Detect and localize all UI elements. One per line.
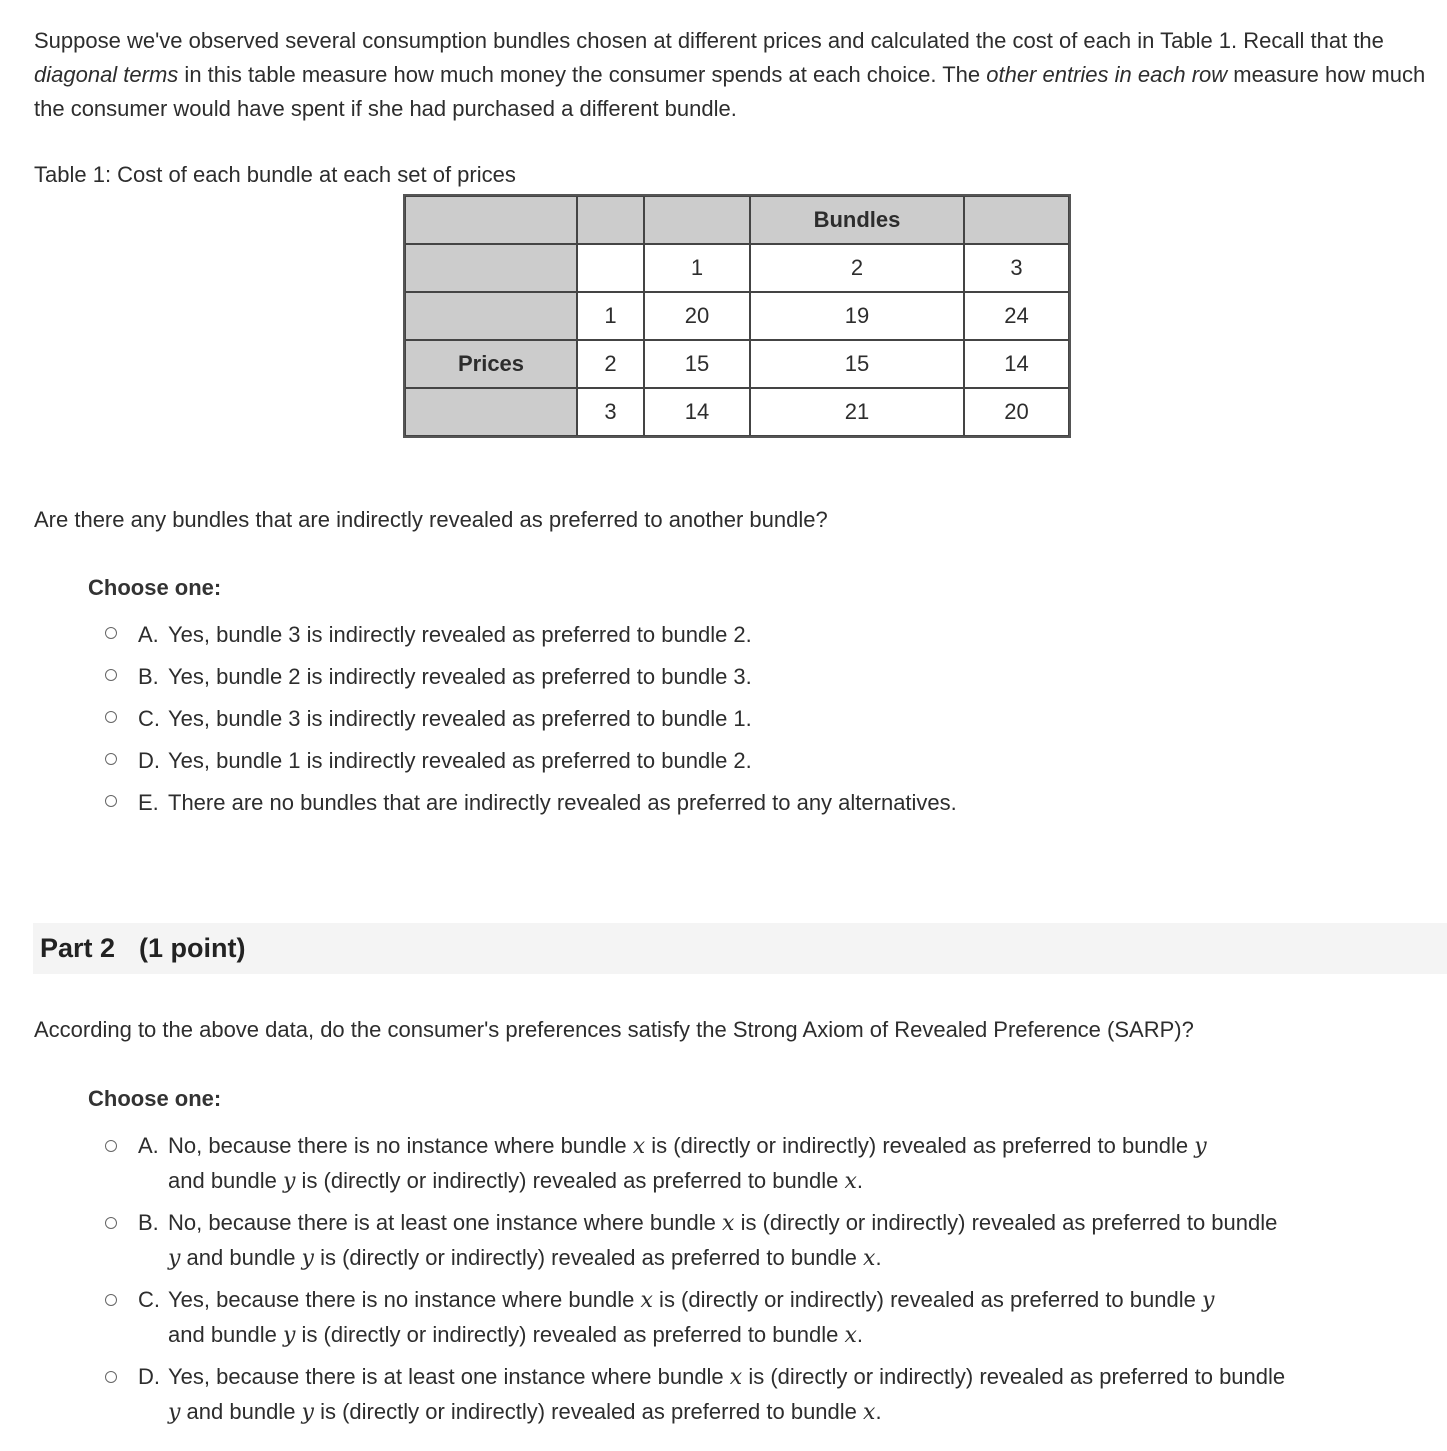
- table-row: [405, 244, 1069, 292]
- intro-emphasis-diagonal: diagonal terms: [34, 62, 179, 87]
- radio-button[interactable]: [105, 795, 117, 807]
- option-text: Yes, bundle 1 is indirectly revealed as preferred to bundle 2.: [168, 748, 752, 773]
- option-letter: C.: [138, 706, 160, 731]
- part2-points: (1 point): [139, 933, 246, 963]
- part2-option-a[interactable]: [100, 1129, 1300, 1206]
- part2-option-b[interactable]: [100, 1206, 1300, 1283]
- option-text: No, because there is at least one instance where bundle x is (directly or indirectly) revealed as preferred to bundle y and bundle y is (directly or indirectly) revealed as preferred to bundle x.: [168, 1210, 1278, 1271]
- table-row: [405, 340, 1069, 388]
- table-cell: 20: [964, 388, 1069, 436]
- bundle-header-3: 3: [964, 244, 1069, 292]
- table-cell: [405, 244, 577, 292]
- part2-choose-label: Choose one:: [88, 1086, 222, 1111]
- intro-text-1: Suppose we've observed several consumption bundles chosen at different prices and calculated the cost of each in Table 1. Recall that the: [34, 28, 1384, 53]
- prices-header: Prices: [405, 340, 577, 388]
- table-cell: 20: [644, 292, 750, 340]
- option-letter: C.: [138, 1287, 160, 1312]
- radio-button[interactable]: [105, 711, 117, 723]
- table-cell: 15: [644, 340, 750, 388]
- option-letter: A.: [138, 622, 159, 647]
- intro-text-2: in this table measure how much money the consumer spends at each choice. The: [178, 62, 987, 87]
- intro-text-3: measure how much the consumer would have spent if she had purchased a different bundle.: [34, 62, 1426, 121]
- table-cell: 19: [750, 292, 964, 340]
- bundle-header-1: 1: [644, 244, 750, 292]
- radio-button[interactable]: [105, 753, 117, 765]
- part1-option-b[interactable]: [100, 660, 1300, 702]
- option-text: Yes, bundle 2 is indirectly revealed as preferred to bundle 3.: [168, 664, 752, 689]
- table-cell: [644, 196, 750, 244]
- bundles-header: Bundles: [750, 196, 964, 244]
- radio-button[interactable]: [105, 1371, 117, 1383]
- radio-button[interactable]: [105, 627, 117, 639]
- price-label-1: 1: [577, 292, 644, 340]
- part2-label: Part 2: [40, 933, 116, 963]
- option-letter: A.: [138, 1133, 159, 1158]
- radio-button[interactable]: [105, 669, 117, 681]
- price-label-2: 2: [577, 340, 644, 388]
- price-label-3: 3: [577, 388, 644, 436]
- part2-option-c[interactable]: [100, 1283, 1300, 1360]
- table-cell: 15: [750, 340, 964, 388]
- table-cell: 14: [644, 388, 750, 436]
- radio-button[interactable]: [105, 1217, 117, 1229]
- table-cell: 14: [964, 340, 1069, 388]
- option-text: Yes, because there is no instance where bundle x is (directly or indirectly) revealed as preferred to bundle y and bundle y is (directly or indirectly) revealed as preferred to bundle x.: [168, 1287, 1215, 1348]
- table-cell: [577, 244, 644, 292]
- option-letter: D.: [138, 1364, 160, 1389]
- part1-choose-label: Choose one:: [88, 575, 222, 600]
- part1-question: Are there any bundles that are indirectly revealed as preferred to another bundle?: [34, 507, 828, 532]
- table-row: [405, 292, 1069, 340]
- option-letter: E.: [138, 790, 159, 815]
- table-row: [405, 196, 1069, 244]
- option-text: Yes, because there is at least one instance where bundle x is (directly or indirectly) revealed as preferred to bundle y and bundle y is (directly or indirectly) revealed as preferred to bundle x.: [168, 1364, 1286, 1425]
- option-letter: D.: [138, 748, 160, 773]
- table-caption: Table 1: Cost of each bundle at each set of prices: [34, 162, 516, 187]
- radio-button[interactable]: [105, 1140, 117, 1152]
- table-cell: [964, 196, 1069, 244]
- radio-button[interactable]: [105, 1294, 117, 1306]
- option-letter: B.: [138, 1210, 159, 1235]
- part1-option-c[interactable]: [100, 702, 1300, 744]
- table-cell: [577, 196, 644, 244]
- table-cell: 24: [964, 292, 1069, 340]
- option-letter: B.: [138, 664, 159, 689]
- part1-options: [100, 618, 1300, 828]
- cost-table: [403, 194, 1071, 438]
- option-text: Yes, bundle 3 is indirectly revealed as preferred to bundle 1.: [168, 706, 752, 731]
- part2-title: [40, 933, 246, 964]
- part2-header: [33, 923, 1447, 974]
- table-cell: 21: [750, 388, 964, 436]
- intro-emphasis-rows: other entries in each row: [986, 62, 1228, 87]
- part2-question: According to the above data, do the consumer's preferences satisfy the Strong Axiom of Revealed Preference (SARP)?: [34, 1017, 1194, 1042]
- bundle-header-2: 2: [750, 244, 964, 292]
- table-row: [405, 388, 1069, 436]
- option-text: There are no bundles that are indirectly revealed as preferred to any alternatives.: [168, 790, 957, 815]
- option-text: Yes, bundle 3 is indirectly revealed as preferred to bundle 2.: [168, 622, 752, 647]
- part2-option-d[interactable]: [100, 1360, 1300, 1437]
- part2-options: [100, 1129, 1300, 1437]
- table-cell: [405, 292, 577, 340]
- part1-option-e[interactable]: [100, 786, 1300, 828]
- part1-option-d[interactable]: [100, 744, 1300, 786]
- table-cell: [405, 388, 577, 436]
- table-cell: [405, 196, 577, 244]
- intro-paragraph: [34, 24, 1434, 126]
- option-text: No, because there is no instance where bundle x is (directly or indirectly) revealed as preferred to bundle y and bundle y is (directly or indirectly) revealed as preferred to bundle x.: [168, 1133, 1207, 1194]
- part1-option-a[interactable]: [100, 618, 1300, 660]
